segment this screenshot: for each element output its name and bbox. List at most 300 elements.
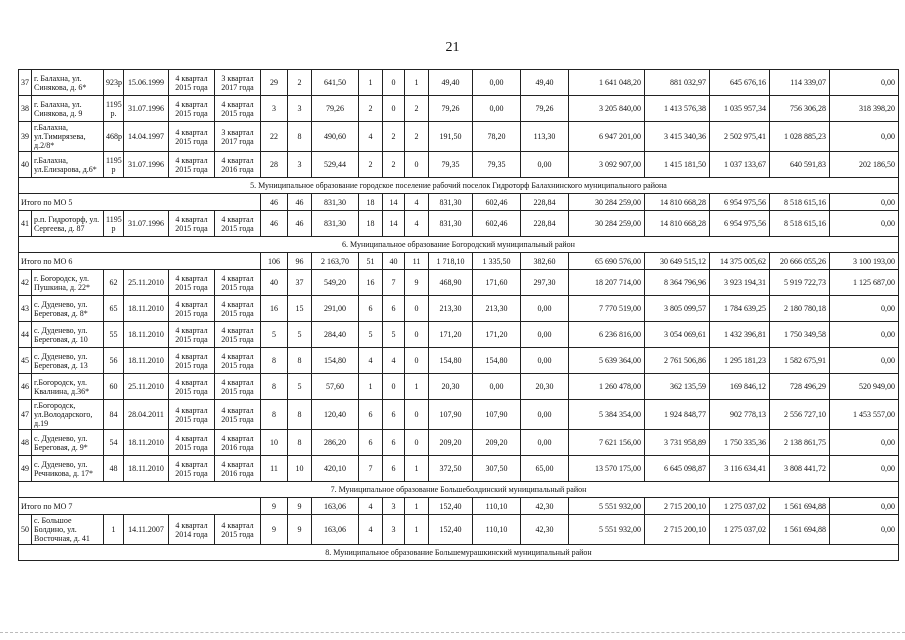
total-cell-a2: 602,46 (473, 194, 521, 211)
cell-a3: 113,30 (521, 122, 569, 152)
cell-c2: 9 (288, 515, 312, 545)
cell-area: 286,20 (312, 430, 359, 456)
cell-start: 4 квартал 2015 года (169, 348, 215, 374)
cell-c3: 6 (359, 296, 383, 322)
cell-s4: 8 518 615,16 (770, 211, 830, 237)
cell-a2: 78,20 (473, 122, 521, 152)
cell-end: 4 квартал 2016 года (215, 430, 261, 456)
cell-no: 40 (19, 152, 32, 178)
cell-s1: 5 551 932,00 (569, 515, 645, 545)
cell-doc: 84 (104, 400, 124, 430)
cell-s2: 3 054 069,61 (645, 322, 710, 348)
cell-c1: 16 (261, 296, 288, 322)
cell-c2: 3 (288, 152, 312, 178)
cell-s3: 1 035 957,34 (710, 96, 770, 122)
total-cell-s5: 0,00 (830, 194, 899, 211)
cell-s5: 0,00 (830, 430, 899, 456)
cell-s1: 5 384 354,00 (569, 400, 645, 430)
cell-a3: 228,84 (521, 211, 569, 237)
cell-c3: 7 (359, 456, 383, 482)
cell-a2: 0,00 (473, 96, 521, 122)
cell-start: 4 квартал 2015 года (169, 152, 215, 178)
cell-c2: 46 (288, 211, 312, 237)
cell-date: 31.07.1996 (124, 211, 169, 237)
cell-no: 38 (19, 96, 32, 122)
cell-a3: 20,30 (521, 374, 569, 400)
cell-a3: 0,00 (521, 296, 569, 322)
cell-a2: 171,20 (473, 322, 521, 348)
total-cell-s4: 20 666 055,26 (770, 253, 830, 270)
cell-c1: 11 (261, 456, 288, 482)
cell-end: 4 квартал 2015 года (215, 400, 261, 430)
cell-s1: 6 947 201,00 (569, 122, 645, 152)
cell-s3: 1 037 133,67 (710, 152, 770, 178)
table-row (19, 296, 899, 322)
cell-area: 831,30 (312, 211, 359, 237)
cell-doc: 468р (104, 122, 124, 152)
total-cell-a3: 228,84 (521, 194, 569, 211)
cell-start: 4 квартал 2015 года (169, 456, 215, 482)
cell-a3: 49,40 (521, 70, 569, 96)
cell-a1: 79,35 (429, 152, 473, 178)
cell-s1: 3 205 840,00 (569, 96, 645, 122)
cell-a1: 209,20 (429, 430, 473, 456)
cell-a2: 110,10 (473, 515, 521, 545)
cell-doc: 54 (104, 430, 124, 456)
cell-a1: 171,20 (429, 322, 473, 348)
cell-area: 549,20 (312, 270, 359, 296)
cell-s2: 8 364 796,96 (645, 270, 710, 296)
cell-c4: 0 (383, 374, 405, 400)
cell-a1: 831,30 (429, 211, 473, 237)
total-cell-c3: 4 (359, 498, 383, 515)
cell-s5: 1 453 557,00 (830, 400, 899, 430)
cell-date: 15.06.1999 (124, 70, 169, 96)
total-cell-c1: 9 (261, 498, 288, 515)
cell-c1: 28 (261, 152, 288, 178)
cell-s4: 3 808 441,72 (770, 456, 830, 482)
cell-s5: 0,00 (830, 348, 899, 374)
cell-area: 420,10 (312, 456, 359, 482)
cell-address: г.Балахна, ул.Елизарова, д.6* (32, 152, 104, 178)
cell-no: 47 (19, 400, 32, 430)
cell-s4: 1 028 885,23 (770, 122, 830, 152)
total-cell-s5: 0,00 (830, 498, 899, 515)
table-row (19, 152, 899, 178)
cell-end: 4 квартал 2015 года (215, 374, 261, 400)
cell-start: 4 квартал 2015 года (169, 430, 215, 456)
cell-address: г. Балахна, ул. Синякова, д. 9 (32, 96, 104, 122)
total-cell-s1: 65 690 576,00 (569, 253, 645, 270)
cell-s1: 1 260 478,00 (569, 374, 645, 400)
cell-c2: 2 (288, 70, 312, 96)
cell-s1: 7 770 519,00 (569, 296, 645, 322)
cell-a1: 79,26 (429, 96, 473, 122)
cell-a2: 602,46 (473, 211, 521, 237)
total-cell-s1: 30 284 259,00 (569, 194, 645, 211)
cell-no: 49 (19, 456, 32, 482)
cell-area: 79,26 (312, 96, 359, 122)
cell-c4: 6 (383, 456, 405, 482)
cell-s4: 114 339,07 (770, 70, 830, 96)
total-cell-a2: 110,10 (473, 498, 521, 515)
cell-s5: 0,00 (830, 122, 899, 152)
cell-area: 291,00 (312, 296, 359, 322)
cell-c3: 18 (359, 211, 383, 237)
cell-start: 4 квартал 2015 года (169, 96, 215, 122)
cell-address: г.Богородск, ул. Квалнина, д.36* (32, 374, 104, 400)
cell-c2: 5 (288, 374, 312, 400)
table-row (19, 96, 899, 122)
cell-start: 4 квартал 2015 года (169, 296, 215, 322)
cell-c5: 0 (405, 296, 429, 322)
cell-no: 44 (19, 322, 32, 348)
cell-s2: 6 645 098,87 (645, 456, 710, 482)
section-heading: 5. Муниципальное образование городское поселение рабочий поселок Гидроторф Балахнинского муниципального района (19, 178, 899, 194)
cell-c3: 4 (359, 348, 383, 374)
cell-a2: 107,90 (473, 400, 521, 430)
cell-c4: 6 (383, 400, 405, 430)
cell-c1: 22 (261, 122, 288, 152)
cell-a2: 307,50 (473, 456, 521, 482)
cell-s1: 1 641 048,20 (569, 70, 645, 96)
cell-c3: 4 (359, 515, 383, 545)
cell-no: 37 (19, 70, 32, 96)
total-cell-c3: 51 (359, 253, 383, 270)
cell-a1: 49,40 (429, 70, 473, 96)
cell-address: г. Богородск, ул. Пушкина, д. 22* (32, 270, 104, 296)
cell-c3: 6 (359, 400, 383, 430)
cell-a3: 0,00 (521, 400, 569, 430)
cell-c2: 8 (288, 430, 312, 456)
cell-end: 4 квартал 2015 года (215, 515, 261, 545)
cell-a1: 213,30 (429, 296, 473, 322)
cell-date: 31.07.1996 (124, 152, 169, 178)
cell-c2: 8 (288, 348, 312, 374)
cell-s4: 2 556 727,10 (770, 400, 830, 430)
cell-no: 48 (19, 430, 32, 456)
cell-c1: 8 (261, 374, 288, 400)
cell-c5: 0 (405, 322, 429, 348)
cell-a1: 107,90 (429, 400, 473, 430)
total-cell-s4: 1 561 694,88 (770, 498, 830, 515)
cell-no: 41 (19, 211, 32, 237)
total-cell-c5: 4 (405, 194, 429, 211)
total-cell-c5: 1 (405, 498, 429, 515)
cell-s4: 1 750 349,58 (770, 322, 830, 348)
cell-date: 14.04.1997 (124, 122, 169, 152)
cell-s4: 2 138 861,75 (770, 430, 830, 456)
cell-s1: 13 570 175,00 (569, 456, 645, 482)
cell-s3: 3 116 634,41 (710, 456, 770, 482)
cell-s4: 5 919 722,73 (770, 270, 830, 296)
cell-s4: 1 582 675,91 (770, 348, 830, 374)
total-label: Итого по МО 5 (19, 194, 261, 211)
cell-c3: 5 (359, 322, 383, 348)
cell-date: 18.11.2010 (124, 456, 169, 482)
cell-no: 45 (19, 348, 32, 374)
total-cell-s3: 6 954 975,56 (710, 194, 770, 211)
cell-area: 163,06 (312, 515, 359, 545)
cell-s5: 202 186,50 (830, 152, 899, 178)
cell-c4: 14 (383, 211, 405, 237)
cell-date: 25.11.2010 (124, 270, 169, 296)
cell-s1: 6 236 816,00 (569, 322, 645, 348)
cell-c2: 5 (288, 322, 312, 348)
cell-c1: 3 (261, 96, 288, 122)
section-row (19, 482, 899, 498)
cell-a1: 372,50 (429, 456, 473, 482)
total-cell-c2: 9 (288, 498, 312, 515)
cell-address: г. Балахна, ул. Синякова, д. 6* (32, 70, 104, 96)
cell-c4: 6 (383, 430, 405, 456)
cell-s4: 756 306,28 (770, 96, 830, 122)
total-row (19, 194, 899, 211)
cell-date: 31.07.1996 (124, 96, 169, 122)
section-row (19, 545, 899, 561)
cell-address: с. Дуденево, ул. Речникова, д. 17* (32, 456, 104, 482)
cell-no: 50 (19, 515, 32, 545)
cell-s5: 520 949,00 (830, 374, 899, 400)
cell-c3: 16 (359, 270, 383, 296)
cell-area: 154,80 (312, 348, 359, 374)
cell-c5: 0 (405, 348, 429, 374)
cell-no: 46 (19, 374, 32, 400)
cell-s5: 0,00 (830, 456, 899, 482)
cell-c1: 9 (261, 515, 288, 545)
cell-a3: 0,00 (521, 152, 569, 178)
cell-c1: 10 (261, 430, 288, 456)
cell-doc: 1 (104, 515, 124, 545)
table-row (19, 70, 899, 96)
cell-s2: 1 924 848,77 (645, 400, 710, 430)
cell-start: 4 квартал 2015 года (169, 400, 215, 430)
cell-a1: 154,80 (429, 348, 473, 374)
cell-c4: 2 (383, 122, 405, 152)
cell-start: 4 квартал 2015 года (169, 270, 215, 296)
cell-area: 641,50 (312, 70, 359, 96)
total-cell-area: 163,06 (312, 498, 359, 515)
table-row (19, 270, 899, 296)
cell-c4: 3 (383, 515, 405, 545)
section-row (19, 237, 899, 253)
cell-doc: 56 (104, 348, 124, 374)
cell-s2: 362 135,59 (645, 374, 710, 400)
cell-end: 4 квартал 2015 года (215, 270, 261, 296)
table-body (19, 70, 899, 561)
cell-c5: 1 (405, 515, 429, 545)
table-row (19, 456, 899, 482)
cell-c3: 4 (359, 122, 383, 152)
cell-s3: 6 954 975,56 (710, 211, 770, 237)
cell-s2: 2 715 200,10 (645, 515, 710, 545)
cell-doc: 60 (104, 374, 124, 400)
cell-s3: 1 784 639,25 (710, 296, 770, 322)
cell-date: 14.11.2007 (124, 515, 169, 545)
total-cell-s3: 14 375 005,62 (710, 253, 770, 270)
cell-a1: 468,90 (429, 270, 473, 296)
cell-doc: 48 (104, 456, 124, 482)
table-row (19, 348, 899, 374)
cell-s3: 169 846,12 (710, 374, 770, 400)
section-row (19, 178, 899, 194)
cell-end: 4 квартал 2015 года (215, 96, 261, 122)
cell-end: 4 квартал 2015 года (215, 322, 261, 348)
total-cell-s3: 1 275 037,02 (710, 498, 770, 515)
section-heading: 8. Муниципальное образование Большемурашкинский муниципальный район (19, 545, 899, 561)
table-row (19, 515, 899, 545)
cell-address: с. Дуденево, ул. Береговая, д. 10 (32, 322, 104, 348)
cell-address: р.п. Гидроторф, ул. Сергеева, д. 87 (32, 211, 104, 237)
total-cell-c1: 46 (261, 194, 288, 211)
total-row (19, 498, 899, 515)
cell-s1: 18 207 714,00 (569, 270, 645, 296)
cell-address: с. Большое Болдино, ул. Восточная, д. 41 (32, 515, 104, 545)
cell-c2: 37 (288, 270, 312, 296)
total-cell-a1: 831,30 (429, 194, 473, 211)
cell-s5: 0,00 (830, 296, 899, 322)
total-cell-c4: 40 (383, 253, 405, 270)
cell-s3: 1 750 335,36 (710, 430, 770, 456)
cell-a3: 0,00 (521, 348, 569, 374)
cell-c4: 5 (383, 322, 405, 348)
cell-s5: 1 125 687,00 (830, 270, 899, 296)
total-cell-s2: 14 810 668,28 (645, 194, 710, 211)
cell-s5: 0,00 (830, 322, 899, 348)
cell-end: 4 квартал 2016 года (215, 456, 261, 482)
cell-a2: 79,35 (473, 152, 521, 178)
cell-a2: 0,00 (473, 374, 521, 400)
total-cell-a3: 42,30 (521, 498, 569, 515)
cell-s2: 1 413 576,38 (645, 96, 710, 122)
cell-doc: 923р (104, 70, 124, 96)
cell-s3: 1 275 037,02 (710, 515, 770, 545)
cell-no: 43 (19, 296, 32, 322)
cell-a3: 297,30 (521, 270, 569, 296)
total-cell-a1: 152,40 (429, 498, 473, 515)
cell-s4: 1 561 694,88 (770, 515, 830, 545)
cell-c2: 3 (288, 96, 312, 122)
cell-c2: 15 (288, 296, 312, 322)
total-cell-s2: 30 649 515,12 (645, 253, 710, 270)
cell-area: 529,44 (312, 152, 359, 178)
cell-end: 4 квартал 2015 года (215, 348, 261, 374)
cell-c1: 8 (261, 348, 288, 374)
cell-s3: 645 676,16 (710, 70, 770, 96)
cell-a3: 65,00 (521, 456, 569, 482)
cell-date: 18.11.2010 (124, 322, 169, 348)
cell-date: 18.11.2010 (124, 296, 169, 322)
cell-area: 284,40 (312, 322, 359, 348)
cell-s1: 5 639 364,00 (569, 348, 645, 374)
cell-doc: 55 (104, 322, 124, 348)
cell-a3: 42,30 (521, 515, 569, 545)
table-row (19, 211, 899, 237)
cell-address: г.Балахна, ул.Тимирязева, д.2/8* (32, 122, 104, 152)
cell-a2: 213,30 (473, 296, 521, 322)
cell-doc: 1195 р. (104, 96, 124, 122)
cell-a1: 20,30 (429, 374, 473, 400)
total-cell-a3: 382,60 (521, 253, 569, 270)
cell-end: 4 квартал 2016 года (215, 152, 261, 178)
cell-no: 42 (19, 270, 32, 296)
cell-doc: 62 (104, 270, 124, 296)
cell-address: с. Дуденево, ул. Береговая, д. 13 (32, 348, 104, 374)
cell-c1: 5 (261, 322, 288, 348)
cell-a1: 152,40 (429, 515, 473, 545)
cell-c3: 2 (359, 152, 383, 178)
cell-address: с. Дуденево, ул. Береговая, д. 8* (32, 296, 104, 322)
cell-c1: 46 (261, 211, 288, 237)
total-cell-s5: 3 100 193,00 (830, 253, 899, 270)
cell-end: 3 квартал 2017 года (215, 122, 261, 152)
cell-c5: 1 (405, 70, 429, 96)
cell-c5: 4 (405, 211, 429, 237)
cell-a3: 79,26 (521, 96, 569, 122)
cell-c1: 40 (261, 270, 288, 296)
cell-s5: 318 398,20 (830, 96, 899, 122)
cell-date: 25.11.2010 (124, 374, 169, 400)
total-cell-c4: 14 (383, 194, 405, 211)
cell-end: 4 квартал 2015 года (215, 296, 261, 322)
table-row (19, 400, 899, 430)
cell-doc: 1195 р (104, 152, 124, 178)
cell-start: 4 квартал 2015 года (169, 70, 215, 96)
cell-s1: 3 092 907,00 (569, 152, 645, 178)
cell-end: 4 квартал 2015 года (215, 211, 261, 237)
cell-s3: 2 502 975,41 (710, 122, 770, 152)
page-number: 21 (445, 40, 460, 55)
cell-c5: 0 (405, 430, 429, 456)
cell-area: 120,40 (312, 400, 359, 430)
total-cell-s1: 5 551 932,00 (569, 498, 645, 515)
cell-c5: 2 (405, 122, 429, 152)
cell-c5: 0 (405, 400, 429, 430)
cell-a2: 154,80 (473, 348, 521, 374)
cell-s1: 7 621 156,00 (569, 430, 645, 456)
cell-s2: 2 761 506,86 (645, 348, 710, 374)
cell-c3: 6 (359, 430, 383, 456)
cell-s3: 1 295 181,23 (710, 348, 770, 374)
cell-s4: 728 496,29 (770, 374, 830, 400)
cell-s5: 0,00 (830, 70, 899, 96)
cell-start: 4 квартал 2015 года (169, 374, 215, 400)
cell-area: 490,60 (312, 122, 359, 152)
total-cell-s2: 2 715 200,10 (645, 498, 710, 515)
cell-date: 18.11.2010 (124, 348, 169, 374)
cell-c1: 29 (261, 70, 288, 96)
total-cell-a2: 1 335,50 (473, 253, 521, 270)
total-label: Итого по МО 7 (19, 498, 261, 515)
cell-a1: 191,50 (429, 122, 473, 152)
cell-a2: 209,20 (473, 430, 521, 456)
cell-c3: 2 (359, 96, 383, 122)
total-cell-c2: 96 (288, 253, 312, 270)
total-cell-a1: 1 718,10 (429, 253, 473, 270)
cell-c5: 2 (405, 96, 429, 122)
cell-c2: 8 (288, 122, 312, 152)
cell-address: г.Богородск, ул.Володарского, д.19 (32, 400, 104, 430)
table-row (19, 430, 899, 456)
cell-c5: 0 (405, 152, 429, 178)
scan-edge-divider (0, 632, 905, 633)
cell-start: 4 квартал 2015 года (169, 322, 215, 348)
total-label: Итого по МО 6 (19, 253, 261, 270)
cell-s1: 30 284 259,00 (569, 211, 645, 237)
cell-s3: 902 778,13 (710, 400, 770, 430)
table-row (19, 322, 899, 348)
total-row (19, 253, 899, 270)
